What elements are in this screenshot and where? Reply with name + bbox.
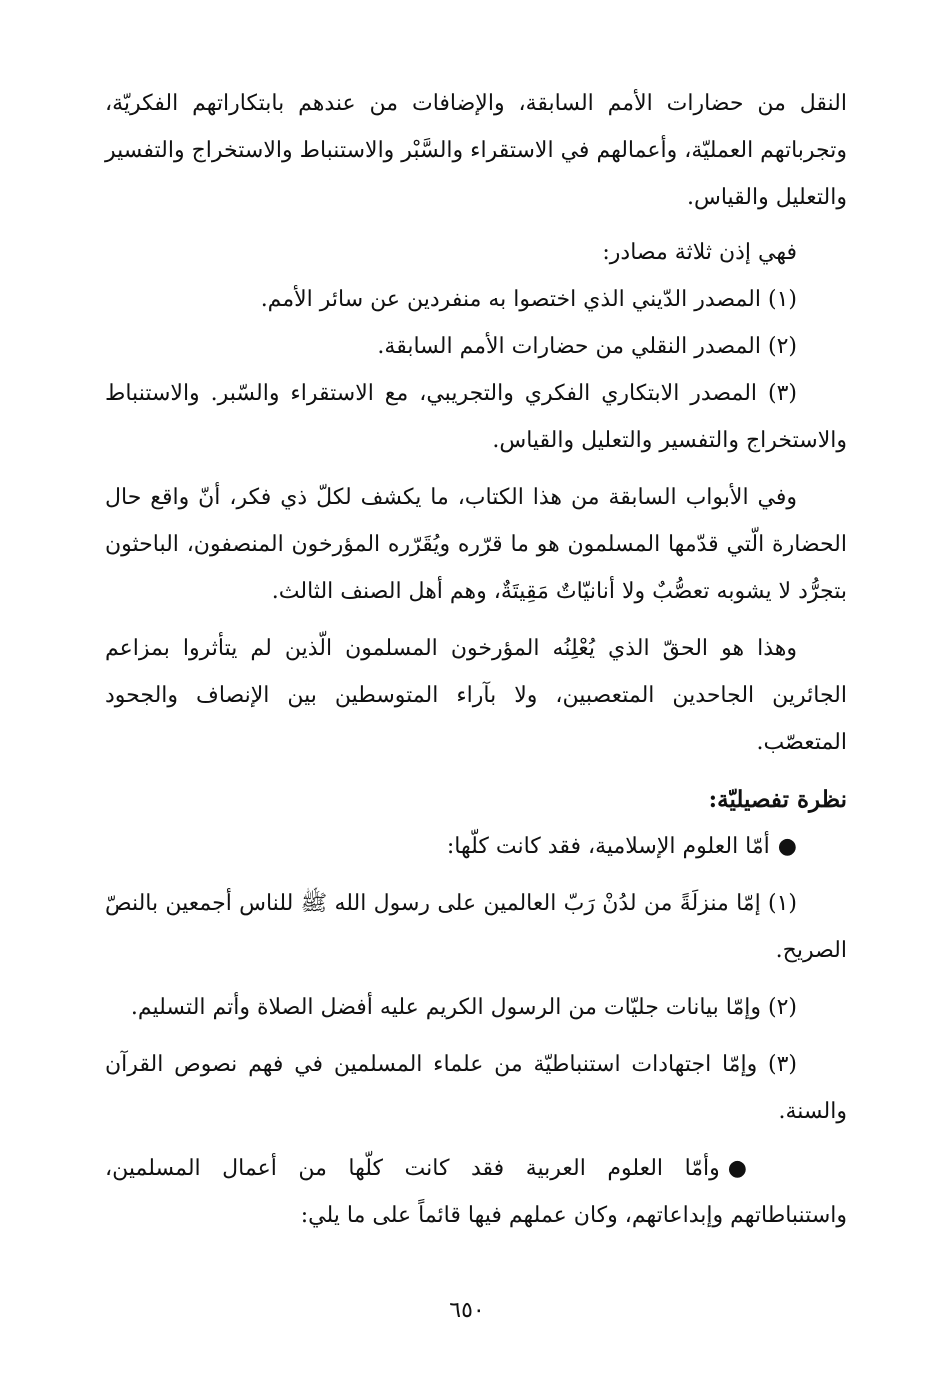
list-item-transmitted-source: (٢) المصدر النقلي من حضارات الأمم السابقة. <box>377 334 797 359</box>
paragraph-three-sources: فهي إذن ثلاثة مصادر: <box>602 240 797 265</box>
list-item-scholarly-ijtihad: (٣) وإمّا اجتهادات استنباطيّة من علماء المسلمين في فهم نصوص القرآن والسنة. <box>105 1052 847 1124</box>
bullet-arabic-sciences-text: وأمّا العلوم العربية فقد كانت كلّها من أعمال المسلمين، واستنباطاتهم وإبداعاتهم، وكان عملهم فيها قائماً على ما يلي: <box>105 1156 847 1228</box>
list-item-revealed: (١) إمّا منزلَةً من لدُنْ رَبّ العالمين على رسول الله ﷺ للناس أجمعين بالنصّ الصريح. <box>105 891 847 963</box>
bullet-icon: ● <box>727 1156 747 1181</box>
page-number: ٦٥٠ <box>449 1298 485 1323</box>
page-body <box>105 80 847 1239</box>
bullet-islamic-sciences <box>105 823 847 870</box>
paragraph-intro: النقل من حضارات الأمم السابقة، والإضافات من عندهم بابتكاراتهم الفكريّة، وتجرباتهم العمليّة، وأعمالهم في الاستقراء والسَّبْر والاستنباط والاستخراج والتفسير والتعليل والقياس. <box>105 91 847 210</box>
list-item-innovative-source: (٣) المصدر الابتكاري الفكري والتجريبي، مع الاستقراء والسّبر. والاستنباط والاستخراج والتفسير والتعليل والقياس. <box>105 381 847 453</box>
paragraph-the-truth: وهذا هو الحقّ الذي يُعْلِنُه المؤرخون المسلمون الّذين لم يتأثروا بمزاعم الجائرين الجاحدين المتعصبين، ولا بآراء المتوسطين بين الإنصاف والجحود المتعصّب. <box>105 636 847 755</box>
bullet-icon: ● <box>777 834 797 859</box>
section-heading: نظرة تفصيليّة: <box>708 786 847 813</box>
list-item-prophetic-explanations: (٢) وإمّا بيانات جليّات من الرسول الكريم عليه أفضل الصلاة وأتم التسليم. <box>130 995 797 1020</box>
bullet-islamic-sciences-text: أمّا العلوم الإسلامية، فقد كانت كلّها: <box>446 834 770 859</box>
list-item-religious-source: (١) المصدر الدّيني الذي اختصوا به منفردين عن سائر الأمم. <box>260 287 797 312</box>
paragraph-previous-chapters: وفي الأبواب السابقة من هذا الكتاب، ما يكشف لكلّ ذي فكر، أنّ واقع حال الحضارة الّتي قدّمها المسلمون هو ما قرّره ويُقَرّره المؤرخون المنصفون، الباحثون بتجرُّد لا يشوبه تعصُّبٌ ولا أنانيّاتٌ مَقِيتَةٌ، وهم أهل الصنف الثالث. <box>105 485 847 604</box>
bullet-arabic-sciences <box>105 1145 847 1239</box>
